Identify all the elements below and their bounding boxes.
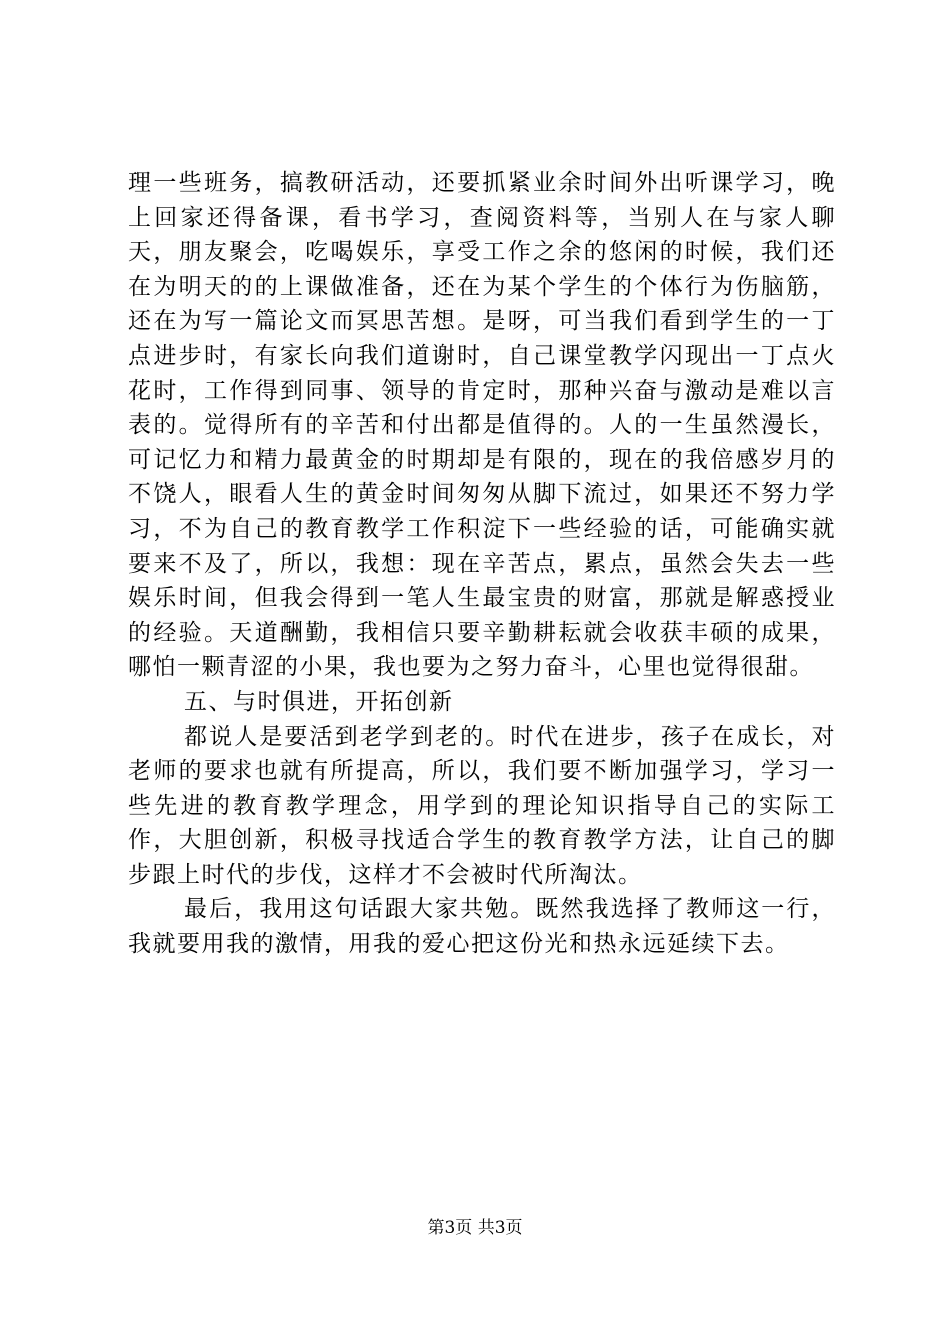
paragraph: 都说人是要活到老学到老的。时代在进步，孩子在成长，对老师的要求也就有所提高，所以，我们要不断加强学习，学习一些先进的教育教学理念，用学到的理论知识指导自己的实际工作，大胆创新，积极寻找适合学生的教育教学方法，让自己的脚步跟上时代的步伐，这样才不会被时代所淘汰。 <box>128 723 836 888</box>
paragraph-closing: 最后，我用这句话跟大家共勉。既然我选择了教师这一行，我就要用我的激情，用我的爱心把这份光和热永远延续下去。 <box>128 896 836 958</box>
page-footer: 第3页 共3页 <box>427 1218 523 1238</box>
document-body <box>128 166 836 962</box>
paragraph-continuation: 理一些班务，搞教研活动，还要抓紧业余时间外出听课学习，晚上回家还得备课，看书学习，查阅资料等，当别人在与家人聊天，朋友聚会，吃喝娱乐，享受工作之余的悠闲的时候，我们还在为明天的的上课做准备，还在为某个学生的个体行为伤脑筋，还在为写一篇论文而冥思苦想。是呀，可当我们看到学生的一丁点进步时，有家长向我们道谢时，自己课堂教学闪现出一丁点火花时，工作得到同事、领导的肯定时，那种兴奋与激动是难以言表的。觉得所有的辛苦和付出都是值得的。人的一生虽然漫长，可记忆力和精力最黄金的时期却是有限的，现在的我倍感岁月的不饶人，眼看人生的黄金时间匆匆从脚下流过，如果还不努力学习，不为自己的教育教学工作积淀下一些经验的话，可能确实就要来不及了，所以，我想：现在辛苦点，累点，虽然会失去一些娱乐时间，但我会得到一笔人生最宝贵的财富，那就是解惑授业的经验。天道酬勤，我相信只要辛勤耕耘就会收获丰硕的成果，哪怕一颗青涩的小果，我也要为之努力奋斗，心里也觉得很甜。 <box>128 170 836 681</box>
section-heading: 五、与时俱进，开拓创新 <box>184 688 454 715</box>
